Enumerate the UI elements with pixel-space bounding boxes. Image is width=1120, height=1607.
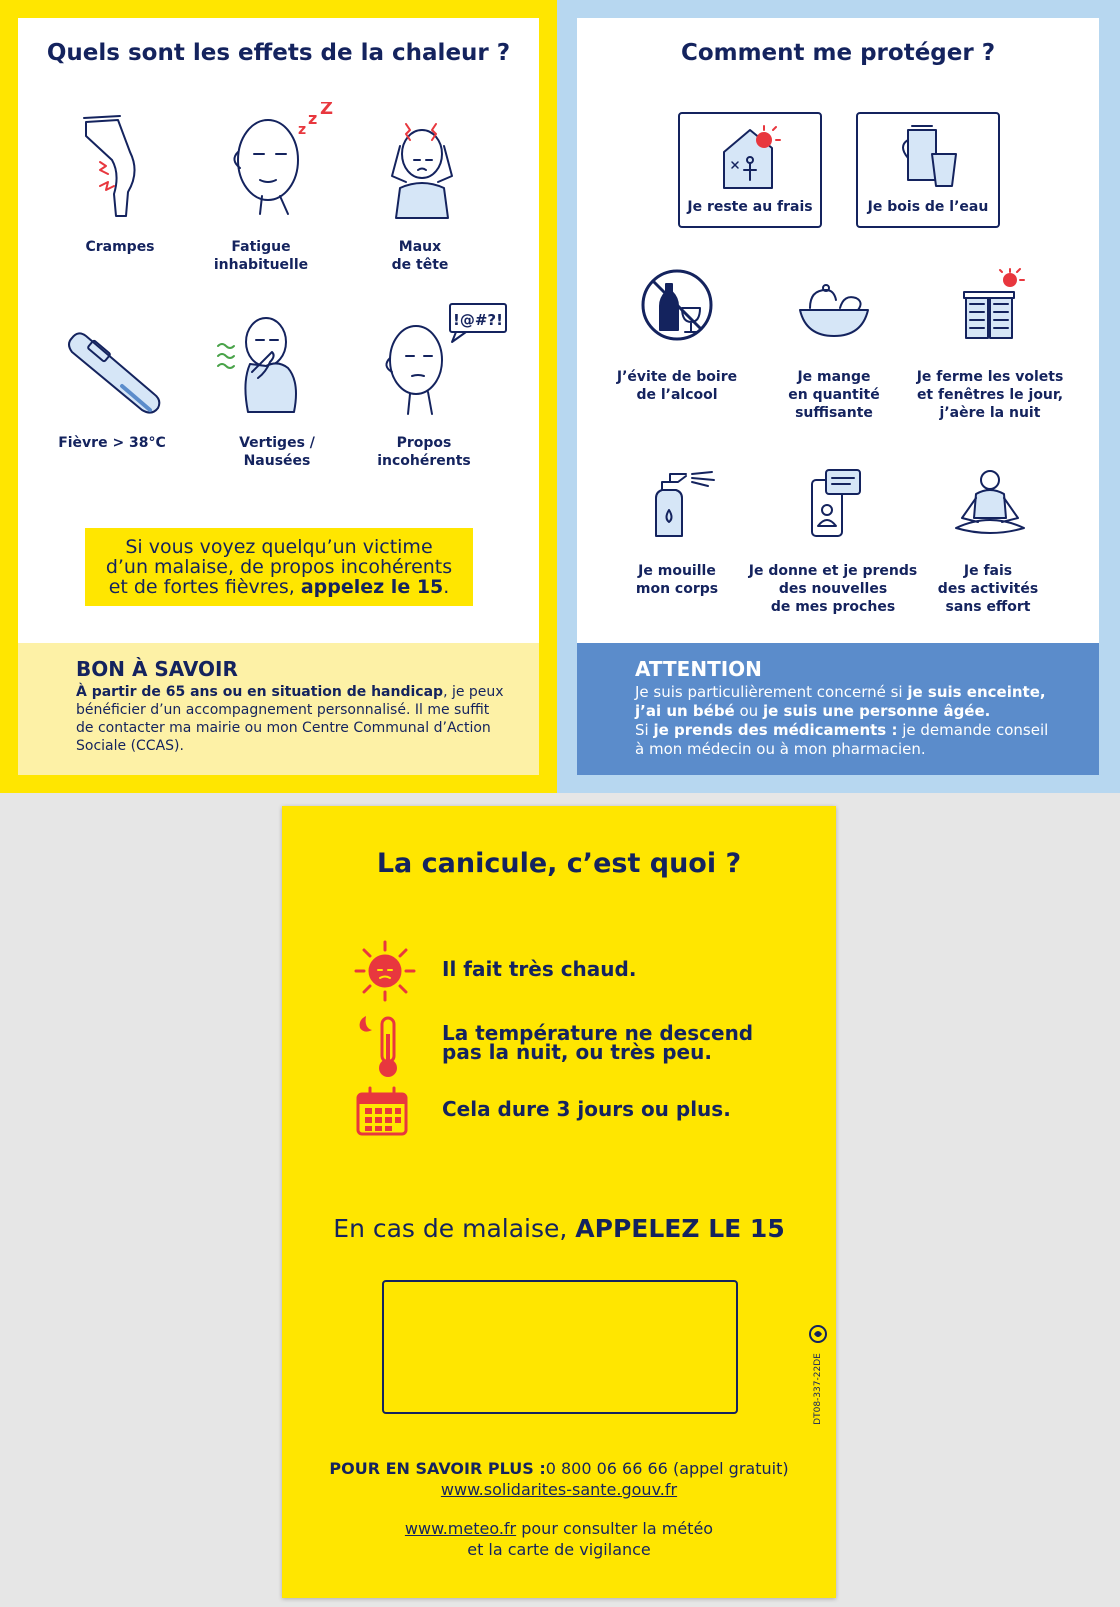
spray-bottle-icon bbox=[648, 470, 718, 540]
document-code: DT08-337-22DE bbox=[813, 1353, 823, 1425]
good-to-know-heading: BON À SAVOIR bbox=[76, 657, 238, 681]
confused-speech-icon bbox=[382, 302, 510, 416]
protect-label-water-body: Je mouille mon corps bbox=[635, 563, 719, 597]
meditation-icon bbox=[952, 468, 1028, 540]
protect-label-activities: Je fais des activités sans effort bbox=[937, 563, 1039, 615]
calendar-icon bbox=[356, 1086, 408, 1136]
stay-cool-label: Je reste au frais bbox=[687, 199, 813, 215]
attention-heading: ATTENTION bbox=[635, 657, 762, 681]
effect-label-fever: Fièvre > 38°C bbox=[58, 435, 166, 451]
front-page bbox=[282, 806, 836, 1598]
leg-cramp-icon bbox=[78, 112, 148, 224]
effect-label-fatigue: Fatigue inhabituelle bbox=[213, 239, 309, 273]
protect-label-shutters: Je ferme les volets et fenêtres le jour, j’aère la nuit bbox=[916, 369, 1064, 421]
heat-point-3: Cela dure 3 jours ou plus. bbox=[442, 1097, 731, 1121]
protect-label-eat: Je mange en quantité suffisante bbox=[788, 369, 880, 421]
recycle-logo-icon bbox=[808, 1324, 828, 1344]
svg-text:z: z bbox=[308, 109, 318, 128]
dizzy-person-icon bbox=[214, 312, 314, 422]
phone-message-icon bbox=[808, 468, 864, 540]
stamp-area bbox=[382, 1280, 738, 1414]
speech-bubble-text: !@#?! bbox=[453, 311, 503, 329]
good-to-know-text: À partir de 65 ans ou en situation de handicap, je peux bénéficier d’un accompagnement personnalisé. Il me suffit de contacter ma mairie ou mon Centre Communal d’Action Sociale (CCAS). bbox=[76, 684, 504, 754]
svg-text:z: z bbox=[298, 122, 307, 138]
thermometer-icon bbox=[62, 326, 170, 418]
protect-title: Comment me protéger ? bbox=[680, 40, 996, 66]
no-alcohol-icon bbox=[640, 268, 714, 342]
stay-cool-box bbox=[678, 112, 822, 228]
protect-label-alcohol: J’évite de boire de l’alcool bbox=[616, 369, 738, 403]
attention-box bbox=[577, 643, 1099, 775]
food-bowl-icon bbox=[796, 282, 872, 340]
thermometer-moon-icon bbox=[356, 1014, 412, 1080]
water-pitcher-icon bbox=[896, 124, 964, 188]
effect-label-incoherent: Propos incohérents bbox=[377, 435, 471, 469]
solidarites-sante-link[interactable]: www.solidarites-sante.gouv.fr bbox=[440, 1480, 678, 1499]
protect-label-news: Je donne et je prends des nouvelles de mes proches bbox=[748, 563, 918, 615]
front-title: La canicule, c’est quoi ? bbox=[376, 848, 742, 879]
emergency-call-line: En cas de malaise, APPELEZ LE 15 bbox=[333, 1214, 785, 1243]
good-to-know-box bbox=[18, 643, 539, 775]
cool-house-icon bbox=[720, 122, 782, 190]
drink-water-label: Je bois de l’eau bbox=[867, 199, 989, 215]
drink-water-box bbox=[856, 112, 1000, 228]
more-info: POUR EN SAVOIR PLUS :0 800 06 66 66 (appel gratuit) www.solidarites-sante.gouv.fr bbox=[329, 1459, 789, 1499]
shutters-icon bbox=[962, 268, 1026, 342]
sun-icon bbox=[354, 940, 416, 1002]
headache-icon bbox=[386, 116, 466, 220]
effect-label-headache: Maux de tête bbox=[391, 239, 449, 273]
heat-point-1: Il fait très chaud. bbox=[442, 957, 637, 981]
attention-text: Je suis particulièrement concerné si je suis enceinte, j’ai un bébé ou je suis une personne âgée. Si je prends des médicaments : je demande conseil à mon médecin ou à mon pharmacien. bbox=[635, 683, 1049, 758]
effect-label-cramps: Crampes bbox=[85, 239, 155, 255]
meteo-link[interactable]: www.meteo.fr bbox=[404, 1519, 517, 1538]
svg-text:Z: Z bbox=[320, 102, 334, 119]
effects-title: Quels sont les effets de la chaleur ? bbox=[46, 40, 511, 66]
sleepy-face-icon bbox=[232, 102, 338, 218]
effect-label-dizziness: Vertiges / Nausées bbox=[239, 435, 315, 469]
heat-point-2: La température ne descend pas la nuit, ou très peu. bbox=[442, 1021, 754, 1064]
emergency-callout: Si vous voyez quelqu’un victime d’un malaise, de propos incohérents et de fortes fièvres, appelez le 15. bbox=[85, 528, 473, 606]
meteo-info: www.meteo.fr pour consulter la météo et la carte de vigilance bbox=[404, 1519, 714, 1559]
